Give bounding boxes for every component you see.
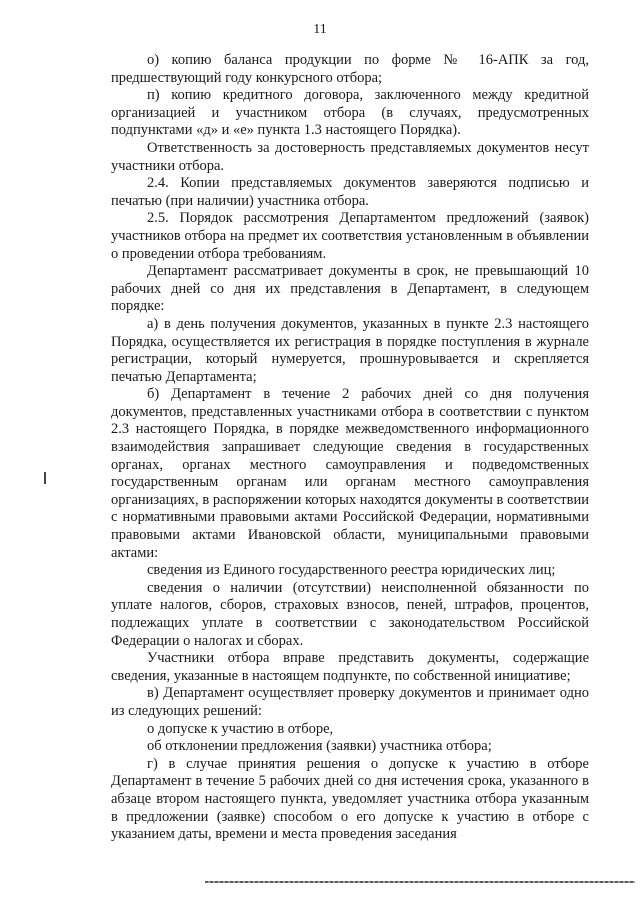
scan-margin-mark [44,472,46,484]
paragraph-v-verification: в) Департамент осуществляет проверку документов и принимает одно из следующих решений: [111,685,589,719]
scan-bottom-line [205,881,635,883]
paragraph-tax-obligations: сведения о наличии (отсутствии) неисполненной обязанности по уплате налогов, сборов, страховых взносов, пеней, штрафов, процентов, подлежащих уплате в соответствии с законодательством Российской Федерации о налогах и сборах. [111,579,589,649]
page-number: 11 [313,22,327,37]
paragraph-responsibility: Ответственность за достоверность представляемых документов несут участники отбора. [111,139,589,174]
paragraph-2-4: 2.4. Копии представляемых документов заверяются подписью и печатью (при наличии) участника отбора. [111,175,589,209]
paragraph-admission: о допуске к участию в отборе, [147,720,334,737]
paragraph-a-registration: а) в день получения документов, указанных в пункте 2.3 настоящего Порядка, осуществляется их регистрация в порядке поступления в журнале регистрации, который нумеруется, прошнуровывается и скрепляется печатью Департамента; [111,315,589,385]
paragraph-p-credit-agreement: п) копию кредитного договора, заключенного между кредитной организацией и участником отбора (в случаях, предусмотренных подпунктами «д» и «е» пункта 1.3 настоящего Порядка). [111,87,589,139]
paragraph-o-balance-copy: о) копию баланса продукции по форме № 16-АПК за год, предшествующий году конкурсного отбора; [111,52,589,86]
paragraph-2-5: 2.5. Порядок рассмотрения Департаментом предложений (заявок) участников отбора на предмет их соответствия установленным в объявлении о проведении отбора требованиям. [111,210,589,262]
paragraph-egrul: сведения из Единого государственного реестра юридических лиц; [147,562,556,579]
paragraph-own-initiative: Участники отбора вправе представить документы, содержащие сведения, указанные в настоящем подпункте, по собственной инициативе; [111,650,589,684]
paragraph-b-interagency-request: б) Департамент в течение 2 рабочих дней со дня получения документов, представленных участниками отбора в соответствии с пунктом 2.3 настоящего Порядка, в порядке межведомственного информационного взаимодействия запрашивает следующие сведения в государственных органах, органах местного самоуправления и подведомственных государственным органам или органам местного самоуправления организациях, в распоряжении которых находятся документы в соответствии с нормативными правовыми актами Российской Федерации, нормативными правовыми актами Ивановской области, муниципальными правовыми актами: [111,386,589,561]
paragraph-review-term: Департамент рассматривает документы в срок, не превышающий 10 рабочих дней со дня их представления в Департамент, в следующем порядке: [111,263,589,315]
paragraph-g-notification: г) в случае принятия решения о допуске к участию в отборе Департамент в течение 5 рабочих дней со дня истечения срока, указанного в абзаце втором настоящего пункта, уведомляет участника отбора указанным в предложении (заявке) способом о его допуске к участию в отборе с указанием даты, времени и места проведения заседания [111,755,589,843]
document-body [111,52,589,844]
paragraph-rejection: об отклонении предложения (заявки) участника отбора; [147,738,492,755]
